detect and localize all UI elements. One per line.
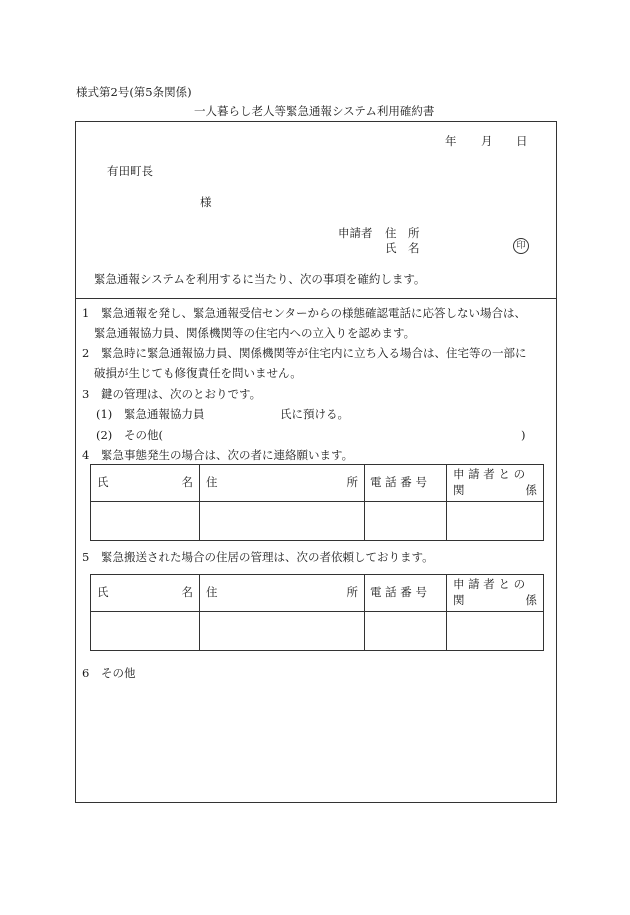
col-header-relation-line-1: 申 請 者 と の (453, 467, 526, 481)
col-header-name-b: 名 (181, 475, 193, 489)
col-header-relation-line-1: 申 請 者 と の (453, 577, 526, 591)
col-header-address-b: 所 (346, 585, 358, 599)
col-header-phone-label: 電 話 番 号 (370, 475, 427, 489)
col-header-relation-b: 係 (525, 483, 537, 497)
date-day: 日 (516, 134, 528, 148)
item-4-line-1: 緊急事態発生の場合は、次の者に連絡願います。 (101, 448, 354, 462)
col-header-address (200, 465, 365, 502)
document-title: 一人暮らし老人等緊急通報システム利用確約書 (194, 104, 435, 118)
item-6-line-1: その他 (101, 666, 136, 680)
cell-name (91, 612, 200, 651)
cell-phone (365, 502, 447, 541)
item-3-sub-2-number: (2) (96, 428, 113, 442)
item-1-line-1: 緊急通報を発し、緊急通報受信センターからの様態確認電話に応答しない場合は、 (101, 306, 527, 320)
col-header-phone (365, 465, 447, 502)
item-2-line-1: 緊急時に緊急通報協力員、関係機関等が住宅内に立ち入る場合は、住宅等の一部に (101, 346, 527, 360)
col-header-name-b: 名 (181, 585, 193, 599)
col-header-address-a: 住 (206, 475, 218, 489)
item-3-sub-2-text: その他( (124, 428, 163, 442)
col-header-name-a: 氏 (97, 475, 109, 489)
item-3-line-1: 鍵の管理は、次のとおりです。 (101, 387, 262, 401)
date-month: 月 (481, 134, 493, 148)
col-header-phone (365, 575, 447, 612)
confirmation-statement: 緊急通報システムを利用するに当たり、次の事項を確約します。 (94, 272, 426, 286)
applicant-label: 申請者 (338, 226, 373, 240)
col-header-name (91, 575, 200, 612)
col-header-address (200, 575, 365, 612)
honorific-sama: 様 (200, 195, 212, 209)
col-header-relation-a: 関 (453, 483, 465, 497)
item-2-number: 2 (82, 346, 90, 360)
residence-caretaker-table (90, 574, 544, 651)
col-header-address-a: 住 (206, 585, 218, 599)
form-divider (75, 298, 556, 299)
form-box (75, 121, 557, 803)
item-5-number: 5 (82, 550, 90, 564)
emergency-contact-table (90, 464, 544, 541)
address-label: 住 所 (385, 226, 420, 240)
date-year: 年 (445, 134, 457, 148)
item-3-sub-1-number: (1) (96, 407, 113, 421)
col-header-name (91, 465, 200, 502)
item-3-number: 3 (82, 387, 90, 401)
col-header-name-a: 氏 (97, 585, 109, 599)
cell-relation (447, 612, 544, 651)
col-header-relation-a: 関 (453, 593, 465, 607)
cell-address (200, 612, 365, 651)
item-6-number: 6 (82, 666, 90, 680)
seal-mark-icon: 印 (513, 238, 529, 254)
form-number: 様式第2号(第5条関係) (76, 85, 192, 99)
item-1-line-2: 緊急通報協力員、関係機関等の住宅内への立入りを認めます。 (94, 326, 416, 340)
item-2-line-2: 破損が生じても修復責任を問いません。 (94, 366, 302, 380)
item-3-sub-2-close: ) (521, 428, 526, 442)
item-1-number: 1 (82, 306, 90, 320)
col-header-phone-label: 電 話 番 号 (370, 585, 427, 599)
name-label: 氏 名 (385, 241, 420, 255)
cell-name (91, 502, 200, 541)
col-header-relation (447, 465, 544, 502)
col-header-relation-b: 係 (525, 593, 537, 607)
item-3-sub-1-tail: 氏に預ける。 (280, 407, 349, 421)
item-3-sub-1-text: 緊急通報協力員 (124, 407, 205, 421)
item-4-number: 4 (82, 448, 90, 462)
cell-relation (447, 502, 544, 541)
item-5-line-1: 緊急搬送された場合の住居の管理は、次の者依頼しております。 (101, 550, 434, 564)
cell-address (200, 502, 365, 541)
addressee: 有田町長 (107, 164, 153, 178)
cell-phone (365, 612, 447, 651)
col-header-address-b: 所 (346, 475, 358, 489)
col-header-relation (447, 575, 544, 612)
